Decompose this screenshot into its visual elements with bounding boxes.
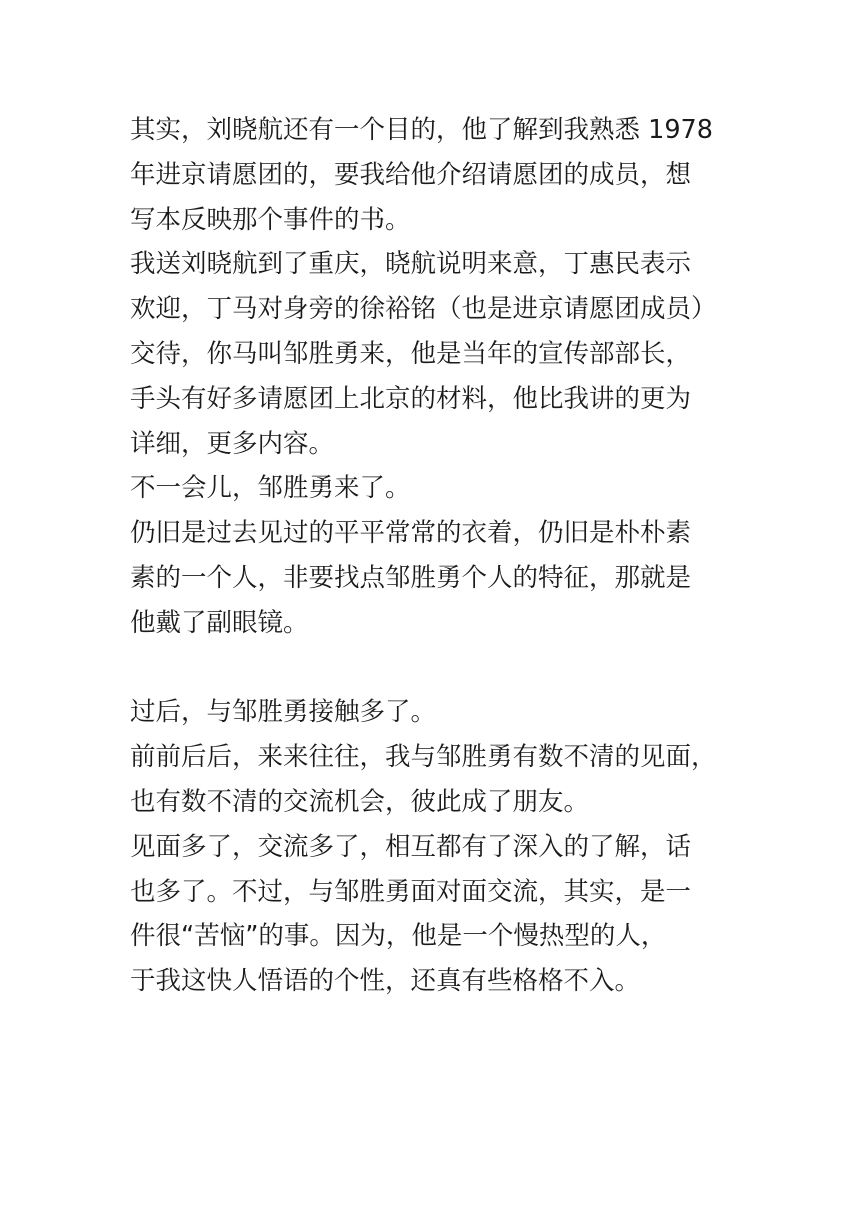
text-line: 不一会儿，邹胜勇来了。 bbox=[130, 473, 411, 504]
text-line: 于我这快人悟语的个性，还真有些格格不入。 bbox=[130, 966, 641, 997]
document-body bbox=[130, 108, 732, 1004]
text-line: 件很“苦恼”的事。因为，他是一个慢热型的人， bbox=[130, 921, 667, 952]
text-line: 写本反映那个事件的书。 bbox=[130, 204, 411, 235]
text-line: 见面多了，交流多了，相互都有了深入的了解，话 bbox=[130, 831, 692, 862]
text-line: 交待，你马叫邹胜勇来，他是当年的宣传部部长， bbox=[130, 338, 692, 369]
text-line: 手头有好多请愿团上北京的材料，他比我讲的更为 bbox=[130, 383, 692, 414]
text-line: 其实，刘晓航还有一个目的，他了解到我熟悉 1978 bbox=[130, 115, 714, 145]
text-line: 年进京请愿团的，要我给他介绍请愿团的成员，想 bbox=[130, 159, 692, 190]
text-line: 素的一个人，非要找点邹胜勇个人的特征，那就是 bbox=[130, 562, 692, 593]
blank-line bbox=[130, 646, 732, 691]
text-line: 前前后后，来来往往，我与邹胜勇有数不清的见面， bbox=[130, 742, 717, 773]
text-line: 也有数不清的交流机会，彼此成了朋友。 bbox=[130, 786, 590, 817]
text-line: 我送刘晓航到了重庆，晓航说明来意，丁惠民表示 bbox=[130, 249, 692, 280]
text-line: 过后，与邹胜勇接触多了。 bbox=[130, 697, 437, 728]
text-line: 欢迎，丁马对身旁的徐裕铭（也是进京请愿团成员） bbox=[130, 294, 717, 325]
text-line: 也多了。不过，与邹胜勇面对面交流，其实，是一 bbox=[130, 876, 692, 907]
text-line: 详细，更多内容。 bbox=[130, 428, 335, 459]
text-line: 仍旧是过去见过的平平常常的衣着，仍旧是朴朴素 bbox=[130, 518, 692, 549]
text-line: 他戴了副眼镜。 bbox=[130, 607, 309, 638]
